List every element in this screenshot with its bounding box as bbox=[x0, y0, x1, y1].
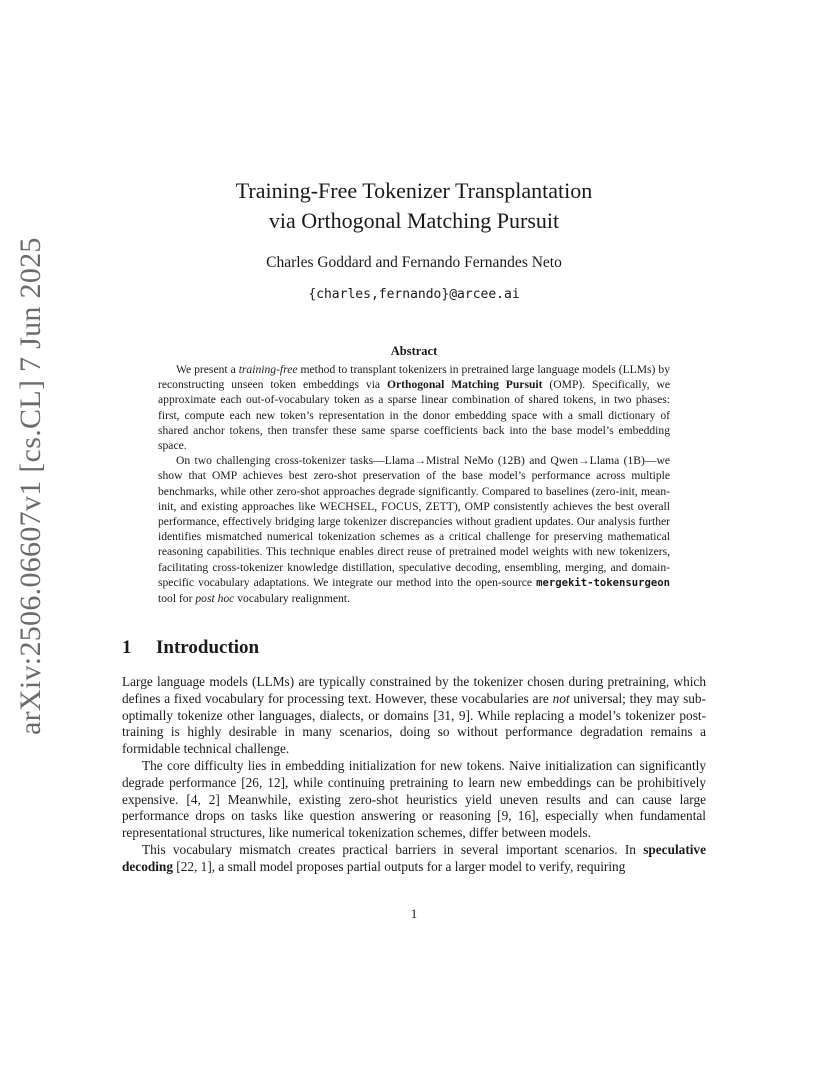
tool-name: mergekit-tokensurgeon bbox=[536, 576, 670, 589]
emphasis: not bbox=[552, 690, 570, 706]
abstract-paragraph-2 bbox=[158, 453, 670, 606]
text: tool for bbox=[158, 592, 196, 606]
text: universal; they may sub-optimally tokenize other languages, dialects, or domains [31, 9]. While replacing a model’s tokenizer post-training is highly desirable in many scenarios, doing so without performance degradation remains a formidable technical challenge. bbox=[122, 690, 706, 757]
bold-term: speculative decoding bbox=[122, 841, 706, 874]
authors: Charles Goddard and Fernando Fernandes Neto bbox=[266, 254, 562, 271]
text: vocabulary realignment. bbox=[234, 592, 350, 606]
intro-paragraph-2: The core difficulty lies in embedding initialization for new tokens. Naive initialization can significantly degrade performance [26, 12], while continuing pretraining to learn new embeddings can be prohibitively expensive. [4, 2] Meanwhile, existing zero-shot heuristics yield uneven results and can cause large performance drops on tasks like question answering or reasoning [9, 16], especially when fundamental representational structures, like numerical tokenization schemes, differ between models. bbox=[122, 757, 706, 841]
section-title: Introduction bbox=[156, 637, 260, 658]
body-text bbox=[122, 674, 706, 876]
paper-title bbox=[0, 176, 828, 236]
text: (OMP). Specifically, we approximate each out-of-vocabulary token as a sparse linear combination of shared tokens, in two phases: first, compute each new token’s representation in the donor embedding space with a small dictionary of shared anchor tokens, then transfer these same sparse coefficients back into the base model’s embedding space. bbox=[158, 378, 670, 453]
text: On two challenging cross-tokenizer tasks—Llama→Mistral NeMo (12B) and Qwen→Llama (1B)—we show that OMP achieves best zero-shot preservation of the base model’s performance across multiple benchmarks, while other zero-shot approaches degrade significantly. Compared to baselines (zero-init, mean-init, and existing approaches like WECHSEL, FOCUS, ZETT), OMP consistently achieves the best overall performance, effectively bridging large tokenizer discrepancies without gradient updates. Our analysis further identifies mismatched numerical tokenization schemes as a critical challenge for preserving mathematical reasoning capabilities. This technique enables direct reuse of pretrained model weights with new tokenizers, facilitating cross-tokenizer knowledge distillation, speculative decoding, ensembling, merging, and domain-specific vocabulary adaptations. We integrate our method into the open-source bbox=[158, 454, 670, 589]
page-number: 1 bbox=[410, 906, 418, 921]
intro-paragraph-1 bbox=[122, 674, 706, 758]
emphasis: post hoc bbox=[195, 592, 235, 606]
title-line-2: via Orthogonal Matching Pursuit bbox=[268, 208, 560, 233]
text: Large language models (LLMs) are typically constrained by the tokenizer chosen during pretraining, which defines a fixed vocabulary for processing text. However, these vocabularies are bbox=[122, 674, 706, 706]
title-line-1: Training-Free Tokenizer Transplantation bbox=[235, 178, 593, 203]
text: [22, 1], a small model proposes partial outputs for a larger model to verify, requiring bbox=[172, 858, 626, 874]
text: method to transplant tokenizers in pretrained large language models (LLMs) by reconstructing unseen token embeddings via bbox=[158, 363, 670, 392]
abstract bbox=[158, 362, 670, 606]
section-heading bbox=[122, 637, 259, 659]
text: This vocabulary mismatch creates practical barriers in several important scenarios. In bbox=[142, 841, 644, 857]
emphasis: training-free bbox=[238, 363, 298, 376]
author-email: {charles,fernando}@arcee.ai bbox=[308, 287, 520, 302]
bold-term: Orthogonal Matching Pursuit bbox=[386, 378, 543, 392]
intro-paragraph-3 bbox=[122, 842, 706, 876]
arxiv-identifier: arXiv:2506.06607v1 [cs.CL] 7 Jun 2025 bbox=[14, 237, 47, 735]
abstract-paragraph-1 bbox=[158, 362, 670, 453]
abstract-heading: Abstract bbox=[390, 344, 438, 358]
text: We present a bbox=[176, 363, 239, 376]
section-number: 1 bbox=[122, 637, 132, 658]
